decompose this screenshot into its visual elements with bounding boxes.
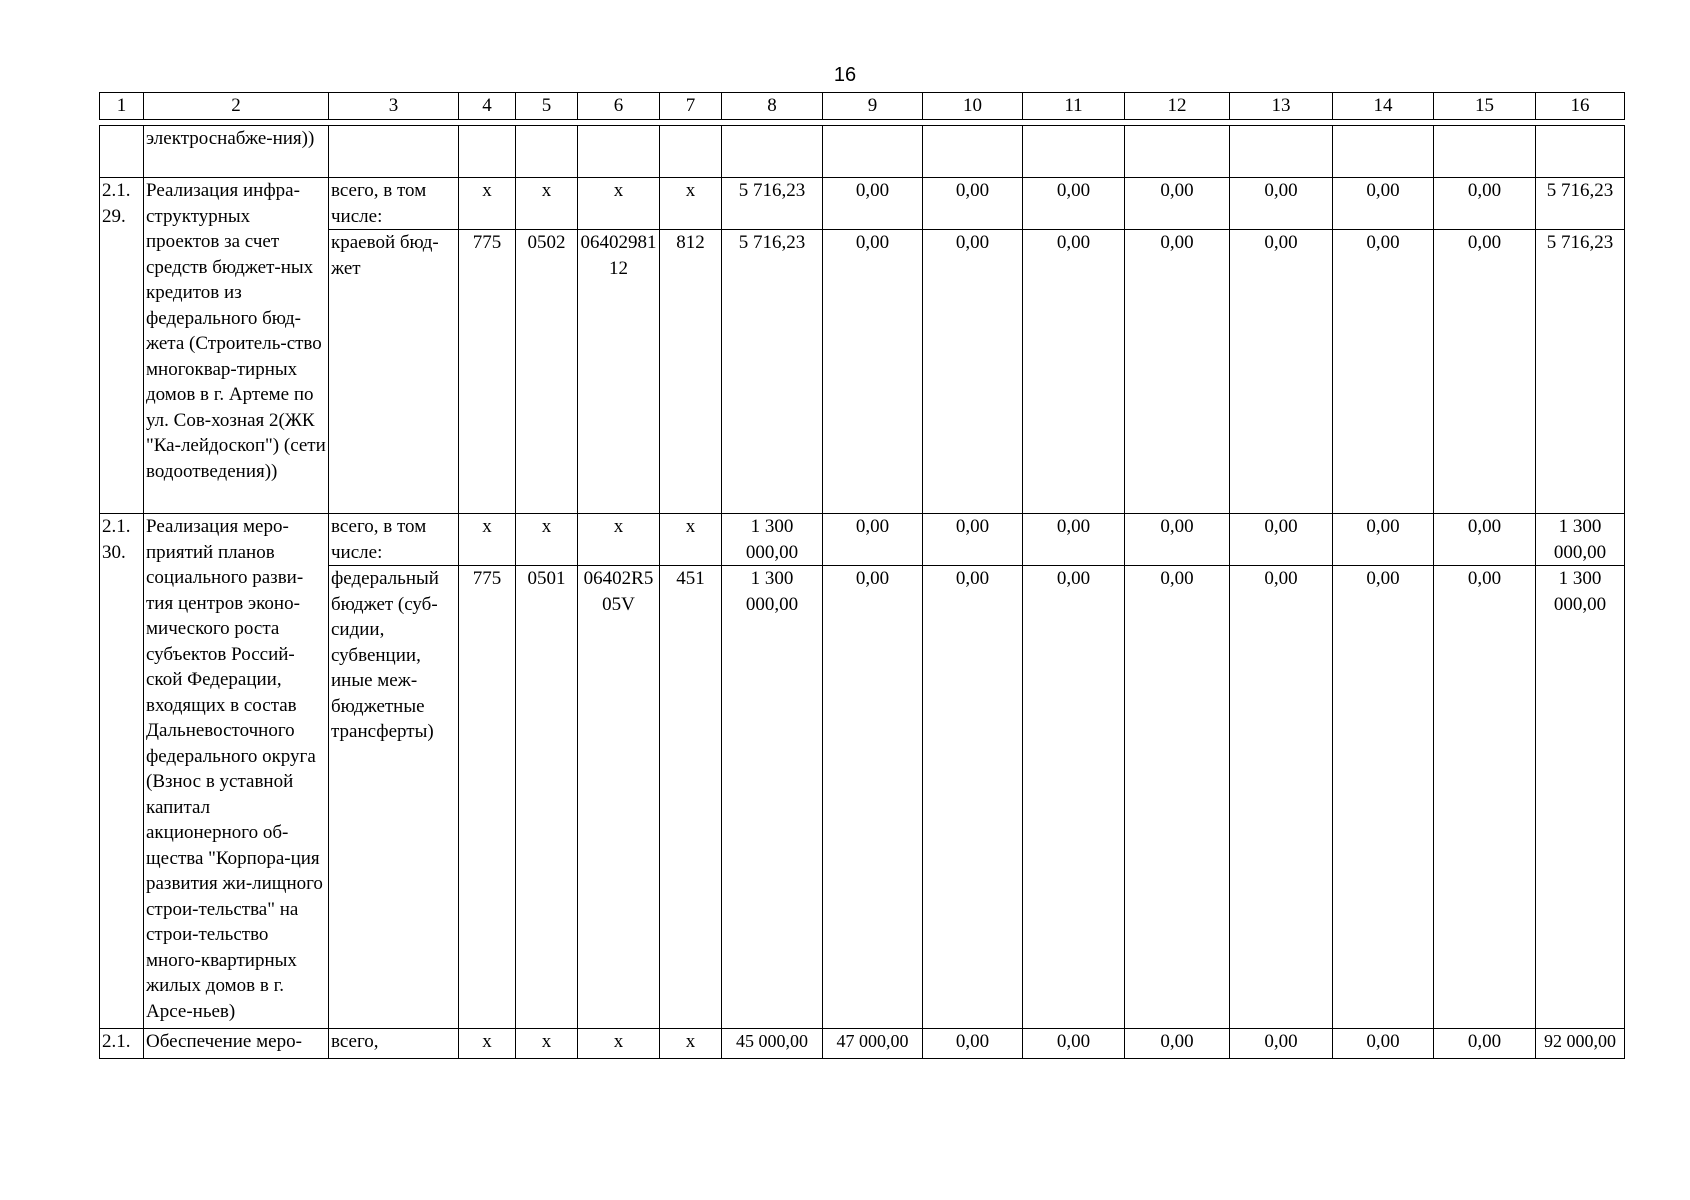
table-row <box>100 178 1625 230</box>
column-header: 7 <box>660 93 722 120</box>
cell-value: 0,00 <box>1434 178 1536 230</box>
cell-value: 0,00 <box>1230 514 1333 566</box>
column-header: 2 <box>144 93 329 120</box>
funding-source: федеральный бюджет (суб-сидии, субвенции, иные меж-бюджетные трансферты) <box>329 566 459 1029</box>
item-name: электроснабже-ния)) <box>144 126 329 178</box>
cell-value: 5 716,23 <box>722 230 823 514</box>
table-row <box>100 126 1625 178</box>
column-header: 10 <box>923 93 1023 120</box>
table-row <box>100 1029 1625 1059</box>
cell-value: 0,00 <box>1333 514 1434 566</box>
cell-value: x <box>516 178 578 230</box>
cell-value: 0,00 <box>1023 566 1125 1029</box>
cell-value: 0,00 <box>1434 566 1536 1029</box>
cell-value: 0,00 <box>1333 1029 1434 1059</box>
cell-value: x <box>516 1029 578 1059</box>
cell-value: 0,00 <box>1434 1029 1536 1059</box>
cell-value: 775 <box>459 230 516 514</box>
cell-value: 0,00 <box>1023 1029 1125 1059</box>
column-header: 8 <box>722 93 823 120</box>
cell-value: 775 <box>459 566 516 1029</box>
funding-source: всего, <box>329 1029 459 1059</box>
cell-value: 0,00 <box>1125 178 1230 230</box>
cell-value: x <box>660 1029 722 1059</box>
cell-value: x <box>578 178 660 230</box>
cell-value: 0501 <box>516 566 578 1029</box>
cell-value: 0640298112 <box>578 230 660 514</box>
column-header: 15 <box>1434 93 1536 120</box>
column-header: 1 <box>100 93 144 120</box>
cell-value: 0,00 <box>1434 230 1536 514</box>
cell-value: x <box>459 514 516 566</box>
cell-value: 92 000,00 <box>1536 1029 1625 1059</box>
column-header: 13 <box>1230 93 1333 120</box>
item-name: Реализация инфра-структурных проектов за счет средств бюджет-ных кредитов из федерального бюд-жета (Строитель-ство многоквар-тирных домов в г. Артеме по ул. Сов-хозная 2(ЖК "Ка-лейдоскоп") (сети водоотведения)) <box>144 178 329 514</box>
cell-value: x <box>516 514 578 566</box>
cell-value: 5 716,23 <box>1536 178 1625 230</box>
cell-value: 0,00 <box>823 230 923 514</box>
cell-value: 0,00 <box>1125 1029 1230 1059</box>
item-index: 2.1. 30. <box>100 514 144 1029</box>
cell-value: 0,00 <box>923 230 1023 514</box>
cell-value: 0,00 <box>1023 230 1125 514</box>
cell-value: 0,00 <box>1333 230 1434 514</box>
table-row <box>100 230 1625 514</box>
column-header: 11 <box>1023 93 1125 120</box>
cell-value: 47 000,00 <box>823 1029 923 1059</box>
cell-value: 45 000,00 <box>722 1029 823 1059</box>
item-name: Реализация меро-приятий планов социального разви-тия центров эконо-мического роста субъектов Россий-ской Федерации, входящих в состав Дальневосточного федерального округа (Взнос в уставной капитал акционерного об-щества "Корпора-ция развития жи-лищного строи-тельства" на строи-тельство много-квартирных жилых домов в г. Арсе-ньев) <box>144 514 329 1029</box>
column-header: 12 <box>1125 93 1230 120</box>
column-header: 14 <box>1333 93 1434 120</box>
cell-value: x <box>459 1029 516 1059</box>
cell-value: 0502 <box>516 230 578 514</box>
cell-value: 0,00 <box>1230 566 1333 1029</box>
cell-value: 0,00 <box>1333 566 1434 1029</box>
budget-table <box>99 92 1625 1059</box>
column-number-row <box>100 93 1625 120</box>
cell-value: 812 <box>660 230 722 514</box>
cell-value: 0,00 <box>1125 566 1230 1029</box>
cell-value: 0,00 <box>823 178 923 230</box>
cell-value: 1 300 000,00 <box>1536 514 1625 566</box>
item-index: 2.1. 29. <box>100 178 144 514</box>
cell-value: 0,00 <box>1333 178 1434 230</box>
cell-value: 0,00 <box>1023 178 1125 230</box>
column-header: 4 <box>459 93 516 120</box>
cell-value: 06402R505V <box>578 566 660 1029</box>
cell-value: 0,00 <box>1230 230 1333 514</box>
cell-value: 0,00 <box>1125 230 1230 514</box>
cell-value: 451 <box>660 566 722 1029</box>
page-number: 16 <box>833 64 857 86</box>
table-row <box>100 566 1625 1029</box>
column-header: 5 <box>516 93 578 120</box>
cell-value: x <box>660 178 722 230</box>
column-header: 9 <box>823 93 923 120</box>
cell-value: 1 300 000,00 <box>722 566 823 1029</box>
table-row <box>100 514 1625 566</box>
cell-value: 0,00 <box>1023 514 1125 566</box>
cell-value: 0,00 <box>923 178 1023 230</box>
column-header: 16 <box>1536 93 1625 120</box>
cell-value: 0,00 <box>823 566 923 1029</box>
column-header: 3 <box>329 93 459 120</box>
cell-value: 0,00 <box>1434 514 1536 566</box>
cell-value: 1 300 000,00 <box>1536 566 1625 1029</box>
cell-value: 0,00 <box>1125 514 1230 566</box>
funding-source: краевой бюд-жет <box>329 230 459 514</box>
column-header: 6 <box>578 93 660 120</box>
cell-value: 0,00 <box>823 514 923 566</box>
funding-source: всего, в том числе: <box>329 178 459 230</box>
cell-value: x <box>578 514 660 566</box>
cell-value: 5 716,23 <box>722 178 823 230</box>
cell-value: 0,00 <box>923 1029 1023 1059</box>
cell-value: 5 716,23 <box>1536 230 1625 514</box>
cell-value: 0,00 <box>1230 1029 1333 1059</box>
item-index: 2.1. <box>100 1029 144 1059</box>
cell-value: 0,00 <box>923 566 1023 1029</box>
cell-value: 1 300 000,00 <box>722 514 823 566</box>
cell-value: x <box>660 514 722 566</box>
funding-source: всего, в том числе: <box>329 514 459 566</box>
item-name: Обеспечение меро- <box>144 1029 329 1059</box>
cell-value: x <box>459 178 516 230</box>
cell-value: x <box>578 1029 660 1059</box>
cell-value: 0,00 <box>1230 178 1333 230</box>
cell-value: 0,00 <box>923 514 1023 566</box>
